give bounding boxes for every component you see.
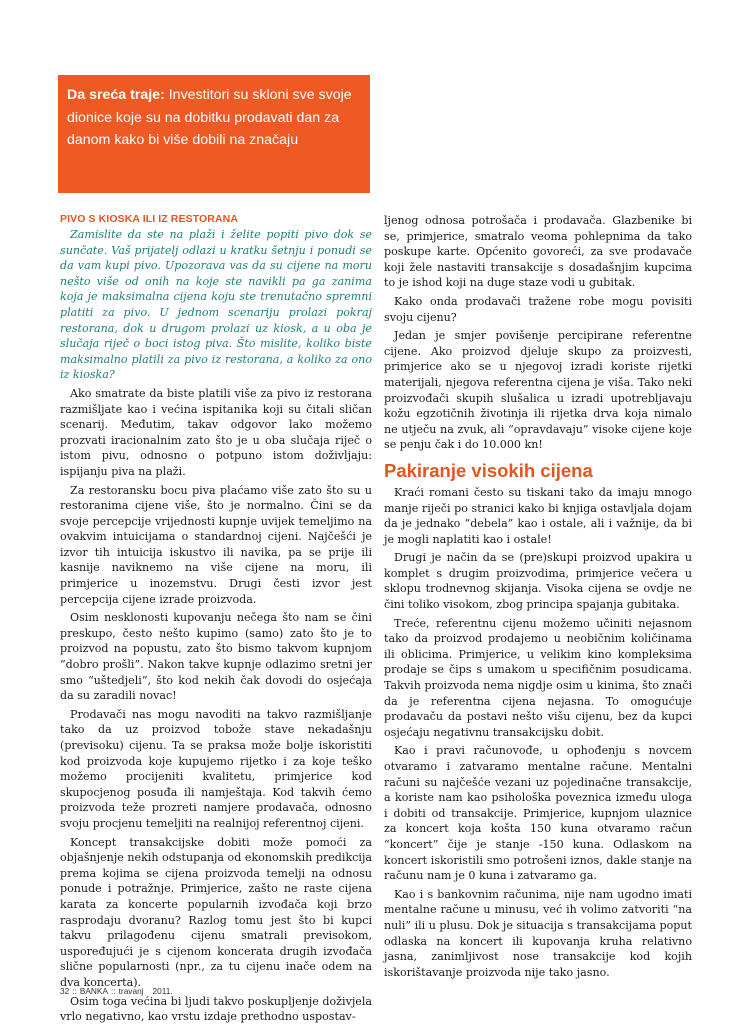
pull-quote — [58, 75, 370, 193]
body-paragraph: Osim toga većina bi ljudi takvo poskupljenje doživjela vrlo negativno, kao vrstu izdaje prethodno uspostav- — [60, 994, 372, 1024]
footer-separator: :: — [72, 986, 77, 996]
page-number: 32 — [60, 986, 70, 996]
section-heading-packaging: Pakiranje visokih cijena — [384, 459, 593, 481]
left-column — [60, 213, 372, 1024]
pull-quote-text: Investitori su skloni sve svoje dionice koje su na dobitku prodavati dan za danom kako bi više dobili na značaju — [67, 87, 352, 148]
body-paragraph: Koncept transakcijske dobiti može pomoći za objašnjenje nekih odstupanja od ekonomskih predikcija prema kojima se cijena proizvoda temelji na odnosu ponude i potražnje. Primjerice, zašto ne raste cijena karata za koncerte popularnih izvođača koji brzo rasprodaju dvoranu? Razlog tomu jest što bi kupci takvu prilagođenu cijenu smatrali previsokom, uspoređujući je s cijenom koncerata drugih izvođača slične popularnosti (npr., za tu cijenu inače odem na dva koncerta). — [60, 835, 372, 989]
body-paragraph: Prodavači nas mogu navoditi na takvo razmišljanje tako da uz proizvod tobože stave nekadašnju (previsoku) cijenu. Ta se praksa može bolje iskoristiti kod proizvoda koje kupujemo rijetko i za koje teško možemo procijeniti kvalitetu, primjerice kod skupocjenog posuđa ili namještaja. Kod takvih ćemo proizvoda teže prozreti namjere prodavača, odnosno svoju procjenu temeljiti na realnijoj referentnoj cijeni. — [60, 707, 372, 830]
section-heading-beer: PIVO S KIOSKA ILI IZ RESTORANA — [60, 213, 239, 225]
issue-year: 2011. — [152, 986, 173, 996]
body-paragraph: Kao i pravi računovođe, u ophođenju s novcem otvaramo i zatvaramo mentalne račune. Mentalni računi su najčešće vezani uz pojedinačne transakcije, a koriste nam kao psihološka poveznica između uloga i dobiti od transakcije. Primjerice, kupnjom ulaznice za koncert koja košta 150 kuna otvaramo račun “koncert” čije je stanje -150 kuna. Odlaskom na koncert iskoristili smo potrošeni iznos, dakle stanje na računu nam je 0 kuna i zatvaramo ga. — [384, 744, 692, 883]
pull-quote-lead: Da sreća traje: — [67, 87, 165, 103]
body-paragraph: Jedan je smjer povišenje percipirane referentne cijene. Ako proizvod djeluje skupo za proizvesti, primjerice ako se u njegovoj izradi koriste rijetki materijali, njegova referentna cijena je viša. Tako neki proizvođači skupih slušalica u izradi upotrebljavaju kožu egzotičnih životinja ili rijetka drva koja nimalo ne utječu na zvuk, ali “opravdavaju” visoke cijene koje se penju čak i do 10.000 kn! — [384, 329, 692, 452]
body-paragraph: ljenog odnosa potrošača i prodavača. Glazbenike bi se, primjerice, smatralo veoma pohlepnima da tako poskupe karte. Općenito govoreći, za sve prodavače koji žele nastaviti transakcije s dosadašnjim kupcima to je ishod koji na duge staze vodi u gubitak. — [384, 214, 692, 290]
body-paragraph: Ako smatrate da biste platili više za pivo iz restorana razmišljate kao i većina ispitanika koji su čitali sličan scenarij. Međutim, takav odgovor lako možemo prozvati iracionalnim zato što je u oba slučaja riječ o istom pivu, odnosno o potpuno istom doživljaju: ispijanju piva na plaži. — [60, 386, 372, 478]
footer-separator: :: — [111, 986, 116, 996]
magazine-name: BANKA — [79, 986, 108, 996]
body-paragraph: Kraći romani često su tiskani tako da imaju mnogo manje riječi po stranici kako bi knjiga ostavljala dojam da je jednako “debela” kao i ostale, ali i važnije, da bi je mogli naplatiti kao i ostale! — [384, 485, 692, 546]
body-paragraph: Za restoransku bocu piva plaćamo više zato što su u restoranima cijene više, što je normalno. Čini se da svoje percepcije vrijednosti kupnje uvijek temeljimo na ovakvim intuicijama o standardnoj cijeni. Najčešći je izvor tih intuicija iskustvo ili navika, pa se prije ili kasnije naviknemo na više cijene na moru, ili primjerice u inozemstvu. Drugi česti izvor jest percepcija cijene izrade proizvoda. — [60, 483, 372, 606]
body-paragraph: Osim nesklonosti kupovanju nečega što nam se čini preskupo, često nešto kupimo (samo) zato što je to proizvod na popustu, zato što bismo takvom kupnjom “dobro prošli”. Nakon takve kupnje odlazimo sretni jer smo “uštedjeli”, što kod nekih čak dovodi do osjećaja da su zaradili novac! — [60, 611, 372, 703]
body-paragraph: Kao i s bankovnim računima, nije nam ugodno imati mentalne račune u minusu, već ih volimo zatvoriti “na nuli” ili u plusu. Dok je situacija s transakcijama poput odlaska na koncert ili kupovanja kruha relativno jasna, zanimljivost nose transakcije kod kojih iskorištavanje proizvoda nije tako jasno. — [384, 887, 692, 979]
body-paragraph: Drugi je način da se (pre)skupi proizvod upakira u komplet s drugim proizvodima, primjerice večera u sklopu trodnevnog skijanja. Visoka cijena se ovdje ne čini toliko visokom, zbog principa spajanja gubitaka. — [384, 551, 692, 612]
intro-scenario: Zamislite da ste na plaži i želite popiti pivo dok se sunčate. Vaš prijatelj odlazi u kratku šetnju i ponudi se da vam kupi pivo. Upozorava vas da su cijene na moru nešto više od onih na koje ste navikli pa ga zanima koja je maksimalna cijena koju ste trenutačno spremni platiti za pivo. U jednom scenariju prolazi pokraj restorana, dok u drugom prolazi uz kiosk, a u oba je slučaja riječ o boci istog piva. Što mislite, koliko biste maksimalno platili za pivo iz restorana, a koliko za ono iz kioska? — [60, 228, 372, 382]
body-paragraph: Treće, referentnu cijenu možemo učiniti nejasnom tako da proizvod prodajemo u neobičnim količinama ili oblicima. Primjerice, u velikim kino kompleksima prodaje se čips s umakom u specifičnim posudicama. Takvih proizvoda nema nigdje osim u kinima, što znači da je referentna cijena nejasna. To omogućuje prodavaču da postavi nešto višu cijenu, bez da kupci osjećaju negativnu transakcijsku dobit. — [384, 616, 692, 739]
body-paragraph: Kako onda prodavači tražene robe mogu povisiti svoju cijenu? — [384, 294, 692, 324]
right-column — [384, 213, 692, 983]
page-footer — [60, 986, 176, 996]
issue-month: travanj — [118, 986, 144, 996]
